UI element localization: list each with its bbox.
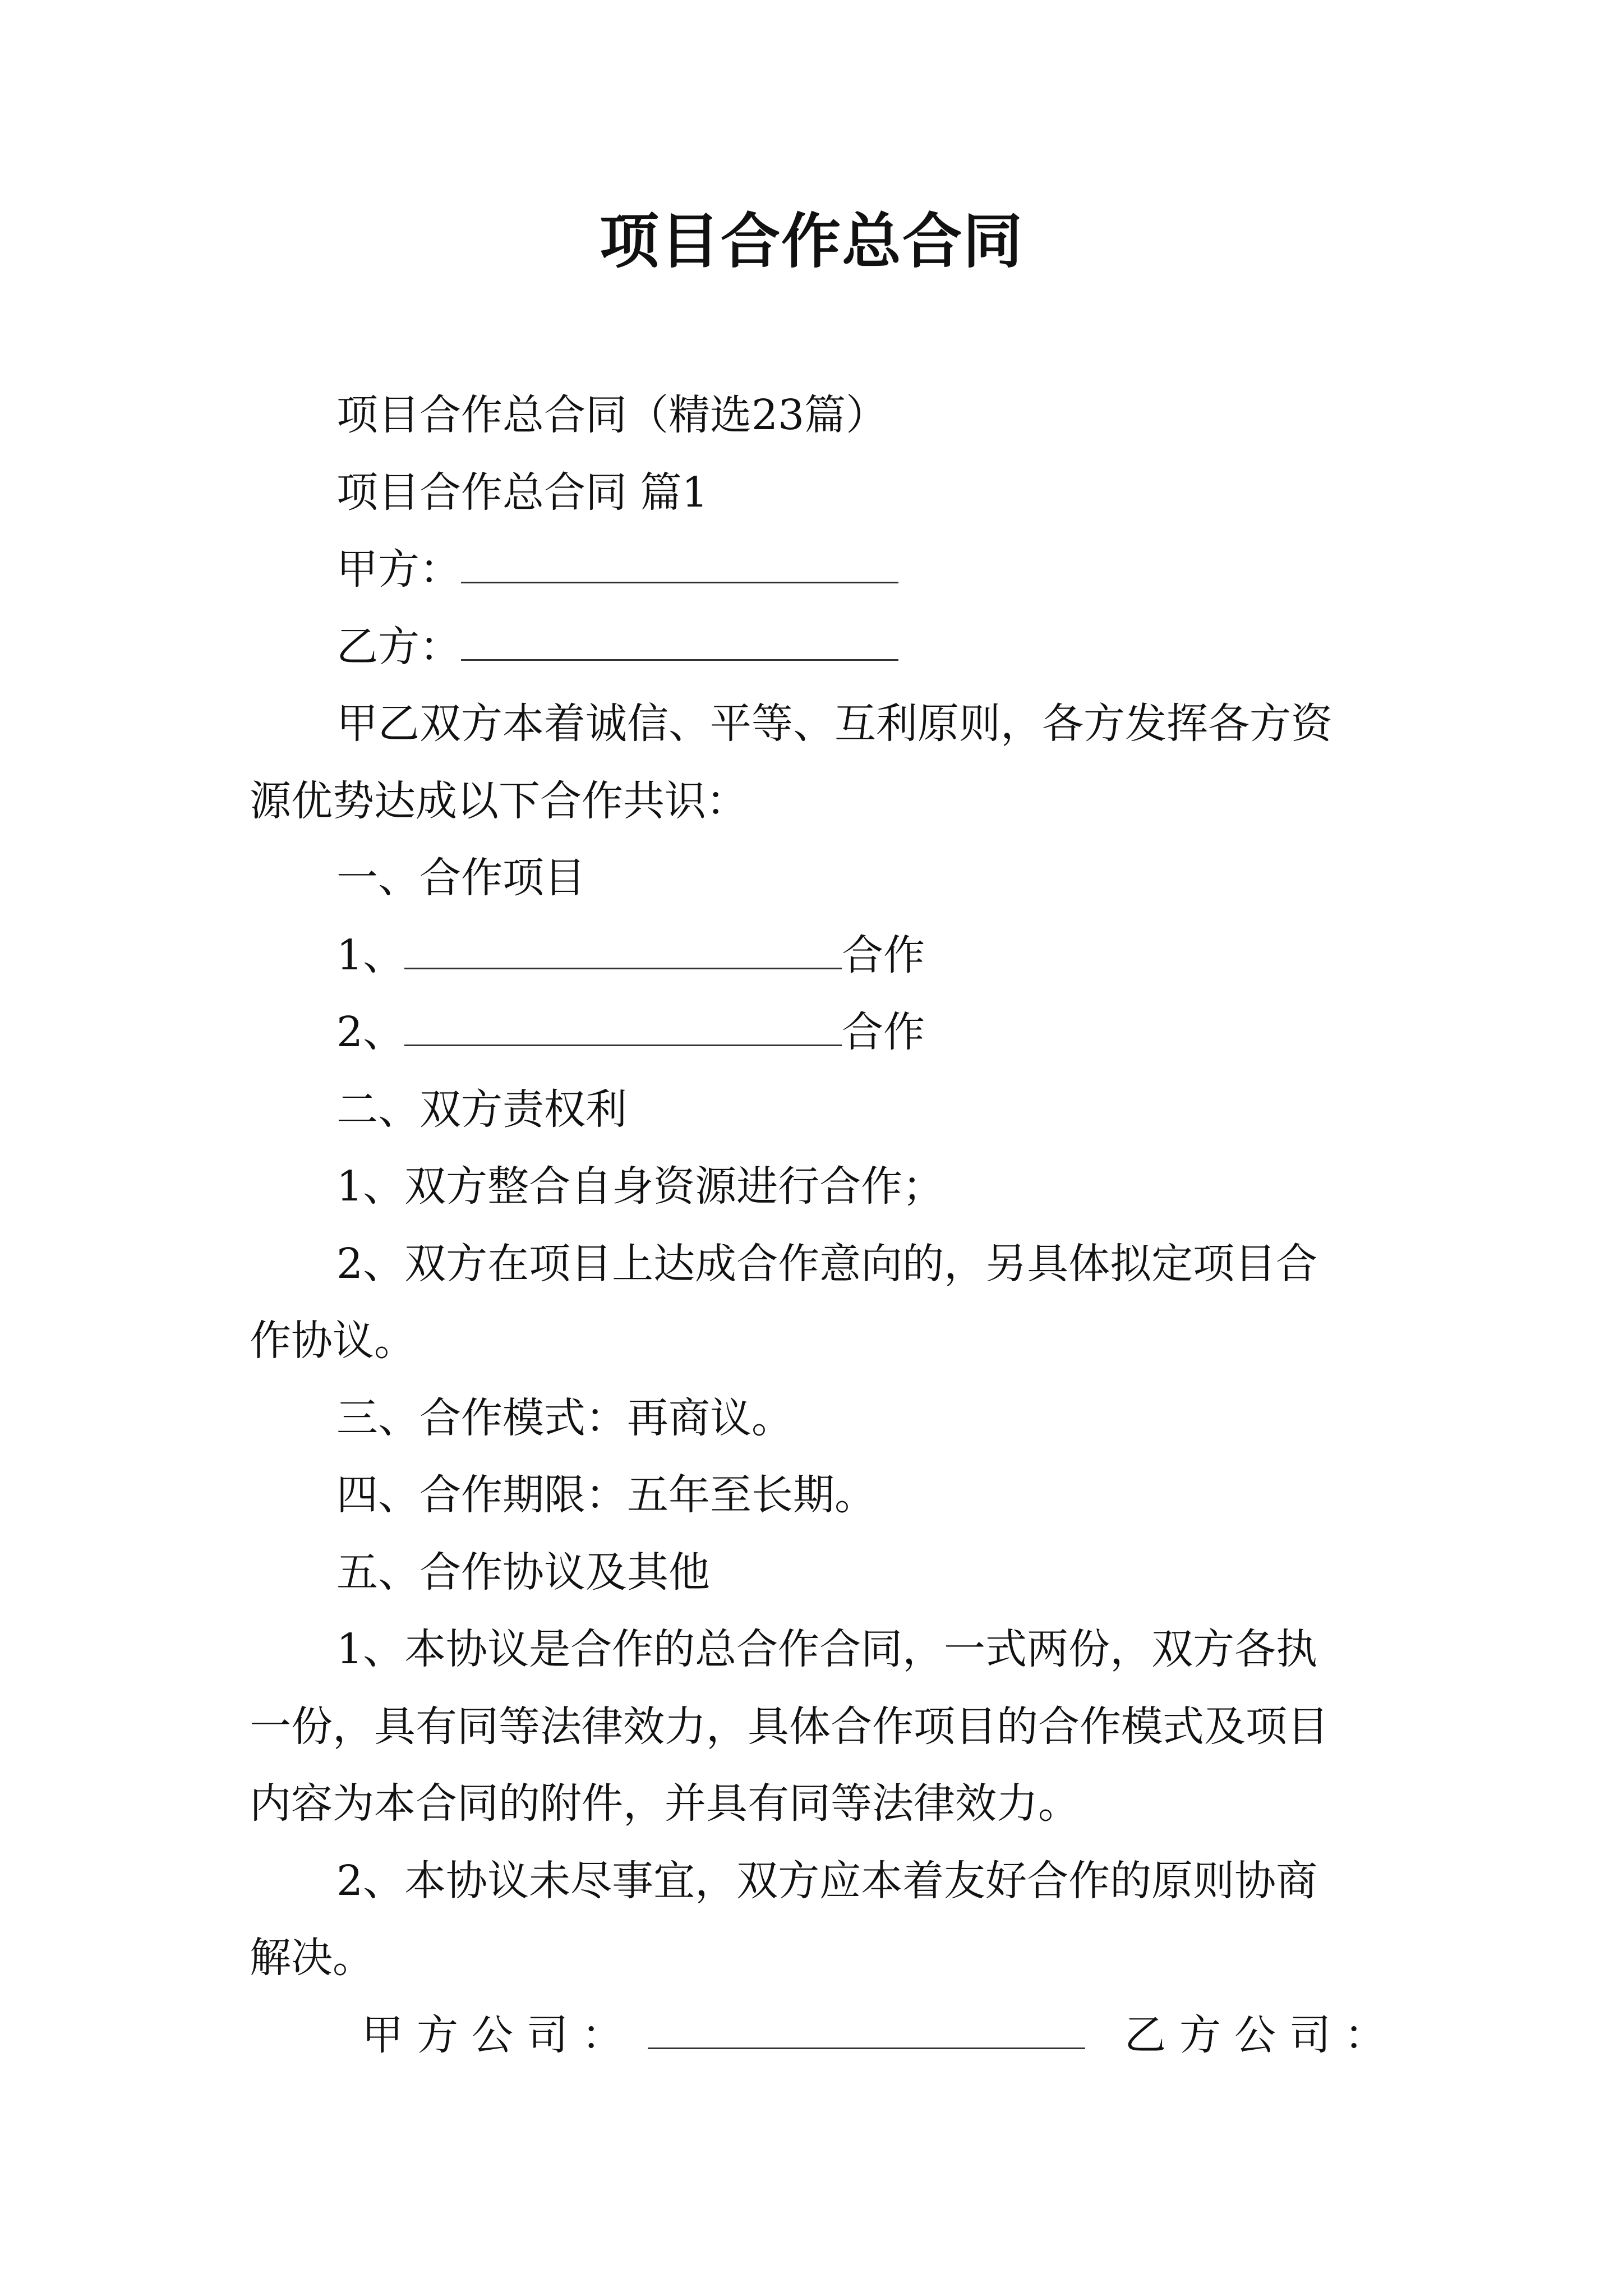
party-a-line xyxy=(336,541,898,597)
duty-2-line-1: 2、双方在项目上达成合作意向的，另具体拟定项目合 xyxy=(336,1240,1318,1288)
heading-cooperation-term: 四、合作期限：五年至长期。 xyxy=(336,1471,876,1519)
party-b-line xyxy=(336,619,898,675)
duty-2-line-2: 作协议。 xyxy=(250,1317,416,1365)
duty-1: 1、双方整合自身资源进行合作； xyxy=(336,1162,944,1211)
project-item-2-suffix: 合作 xyxy=(842,1008,925,1056)
sign-party-a-label: 甲方公司： xyxy=(362,2011,637,2059)
document-subtitle: 项目合作总合同（精选23篇） xyxy=(336,391,888,439)
intro-line-2: 源优势达成以下合作共识： xyxy=(250,777,748,825)
other-2-line-1: 2、本协议未尽事宜，双方应本着友好合作的原则协商 xyxy=(336,1857,1318,1905)
other-1-line-2: 一份，具有同等法律效力，具体合作项目的合作模式及项目 xyxy=(250,1703,1329,1751)
project-item-2-number: 2、 xyxy=(336,1008,405,1056)
party-a-blank xyxy=(461,559,898,583)
signature-line xyxy=(362,2007,1399,2063)
other-1-line-3: 内容为本合同的附件，并具有同等法律效力。 xyxy=(250,1779,1080,1828)
heading-rights-duties: 二、双方责权利 xyxy=(336,1085,627,1134)
project-item-2-blank xyxy=(404,1022,842,1046)
heading-cooperation-mode: 三、合作模式：再商议。 xyxy=(336,1394,793,1442)
project-item-1-suffix: 合作 xyxy=(842,931,925,979)
other-2-line-2: 解决。 xyxy=(250,1934,374,1982)
sign-party-a-blank xyxy=(648,2025,1085,2049)
project-item-1 xyxy=(336,927,925,983)
document-title: 项目合作总合同 xyxy=(600,206,1023,276)
party-b-label: 乙方： xyxy=(336,623,461,671)
heading-agreement-other: 五、合作协议及其他 xyxy=(336,1548,710,1596)
other-1-line-1: 1、本协议是合作的总合作合同，一式两份，双方各执 xyxy=(336,1625,1318,1673)
sign-party-b-label: 乙方公司： xyxy=(1124,2011,1399,2059)
heading-cooperation-projects: 一、合作项目 xyxy=(336,854,585,902)
section-heading: 项目合作总合同 篇1 xyxy=(336,468,708,517)
intro-line-1: 甲乙双方本着诚信、平等、互利原则，各方发挥各方资 xyxy=(336,700,1332,748)
project-item-2 xyxy=(336,1004,925,1060)
party-b-blank xyxy=(461,637,898,661)
project-item-1-blank xyxy=(404,945,842,969)
project-item-1-number: 1、 xyxy=(336,931,405,979)
party-a-label: 甲方： xyxy=(336,545,461,593)
